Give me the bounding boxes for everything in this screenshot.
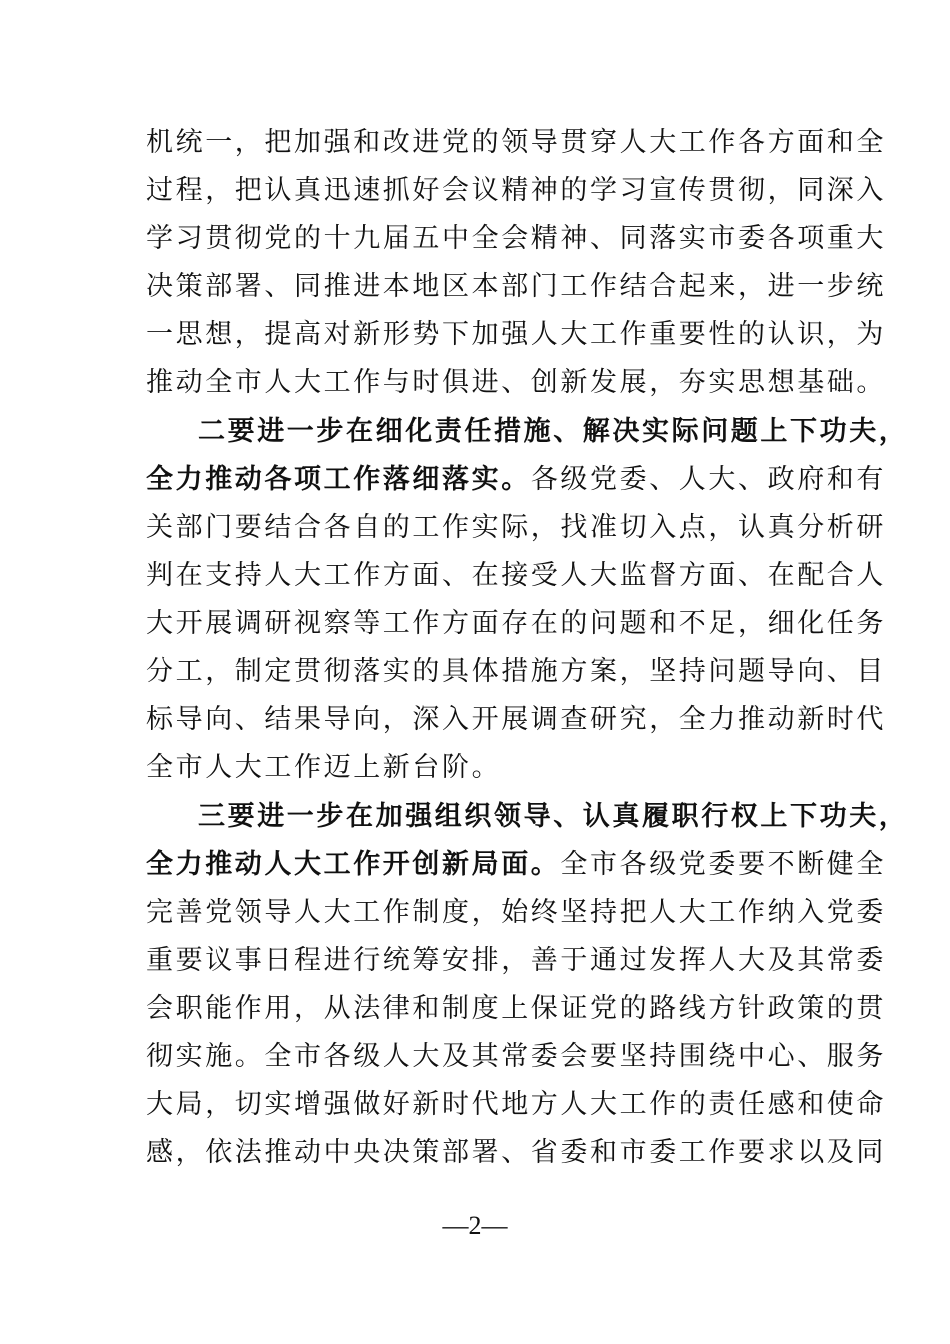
body-text-line: 彻实施。全市各级人大及其常委会要坚持围绕中心、服务 — [146, 1041, 886, 1072]
body-text-line: 全市人大工作迈上新台阶。 — [146, 752, 502, 783]
body-text-line: 判在支持人大工作方面、在接受人大监督方面、在配合人 — [146, 560, 886, 591]
body-text-line: 关部门要结合各自的工作实际，找准切入点，认真分析研 — [146, 512, 886, 543]
body-text-line: 过程，把认真迅速抓好会议精神的学习宣传贯彻，同深入 — [146, 175, 886, 206]
section-heading-text: 全力推动人大工作开创新局面。 — [146, 849, 561, 880]
body-text-line: 一思想，提高对新形势下加强人大工作重要性的认识，为 — [146, 319, 886, 350]
body-text-line: 学习贯彻党的十九届五中全会精神、同落实市委各项重大 — [146, 223, 886, 254]
body-text-line — [146, 841, 887, 889]
body-text-line: 会职能作用，从法律和制度上保证党的路线方针政策的贯 — [146, 993, 886, 1024]
body-text-line: 推动全市人大工作与时俱进、创新发展，夯实思想基础。 — [146, 367, 886, 398]
body-text: 各级党委、人大、政府和有 — [530, 464, 887, 495]
body-text-line: 决策部署、同推进本地区本部门工作结合起来，进一步统 — [146, 271, 886, 302]
body-text-line — [146, 456, 887, 504]
body-text: 全市各级党委要不断健全 — [560, 849, 887, 880]
body-text-line: 重要议事日程进行统筹安排，善于通过发挥人大及其常委 — [146, 945, 886, 976]
section-heading-line: 二要进一步在细化责任措施、解决实际问题上下功夫， — [198, 416, 909, 447]
body-text-line: 大局，切实增强做好新时代地方人大工作的责任感和使命 — [146, 1089, 886, 1120]
body-text-line: 大开展调研视察等工作方面存在的问题和不足，细化任务 — [146, 608, 886, 639]
page-number: —2— — [442, 1211, 508, 1240]
body-text-line: 感，依法推动中央决策部署、省委和市委工作要求以及同 — [146, 1137, 886, 1168]
section-heading-line: 三要进一步在加强组织领导、认真履职行权上下功夫， — [198, 801, 909, 832]
body-text-line: 机统一，把加强和改进党的领导贯穿人大工作各方面和全 — [146, 127, 886, 158]
body-text-line: 分工，制定贯彻落实的具体措施方案，坚持问题导向、目 — [146, 656, 886, 687]
section-heading-text: 全力推动各项工作落细落实。 — [146, 464, 531, 495]
body-text-line: 标导向、结果导向，深入开展调查研究，全力推动新时代 — [146, 704, 886, 735]
body-text-line: 完善党领导人大工作制度，始终坚持把人大工作纳入党委 — [146, 897, 886, 928]
